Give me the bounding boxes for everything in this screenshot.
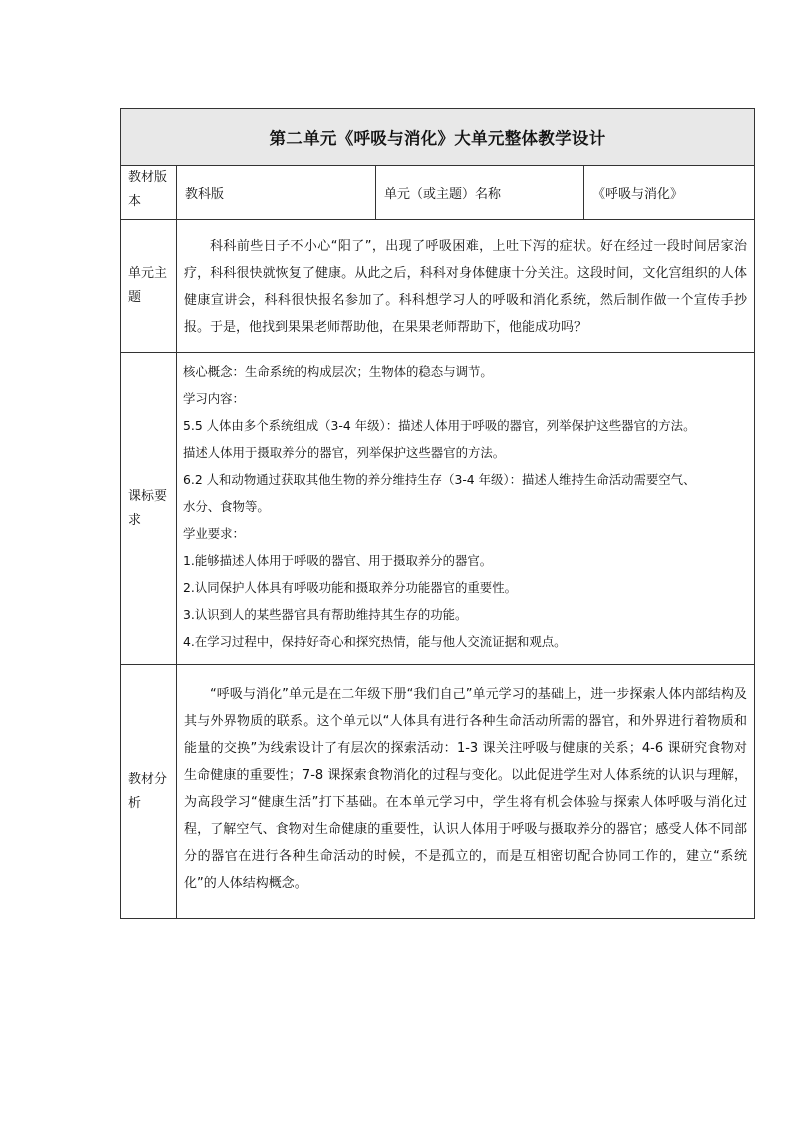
analysis-row xyxy=(121,665,755,919)
curriculum-requirements xyxy=(177,353,755,665)
curriculum-line: 核心概念：生命系统的构成层次；生物体的稳态与调节。 xyxy=(183,364,493,379)
edition-label: 教材版本 xyxy=(121,166,177,220)
curriculum-line: 4.在学习过程中，保持好奇心和探究热情，能与他人交流证据和观点。 xyxy=(183,634,567,649)
lesson-design-table xyxy=(120,108,755,919)
curriculum-line: 1.能够描述人体用于呼吸的器官、用于摄取养分的器官。 xyxy=(183,553,493,568)
unit-name-label: 单元（或主题）名称 xyxy=(376,166,584,220)
curriculum-line: 水分、食物等。 xyxy=(183,499,270,514)
theme-row xyxy=(121,220,755,353)
curriculum-line: 6.2 人和动物通过获取其他生物的养分维持生存（3-4 年级）：描述人维持生命活动需要空气、 xyxy=(183,472,696,487)
document-title: 第二单元《呼吸与消化》大单元整体教学设计 xyxy=(121,109,755,166)
theme-label: 单元主题 xyxy=(121,220,177,353)
curriculum-line: 学习内容： xyxy=(183,391,245,406)
unit-name-value: 《呼吸与消化》 xyxy=(584,166,755,220)
analysis-text: “呼吸与消化”单元是在二年级下册“我们自己”单元学习的基础上，进一步探索人体内部结构及其与外界物质的联系。这个单元以“人体具有进行各种生命活动所需的器官，和外界进行着物质和能量的交换”为线索设计了有层次的探索活动：1-3 课关注呼吸与健康的关系；4-6 课研究食物对生命健康的重要性；7-8 课探索食物消化的过程与变化。以此促进学生对人体系统的认识与理解，为高段学习“健康生活”打下基础。在本单元学习中，学生将有机会体验与探索人体呼吸与消化过程，了解空气、食物对生命健康的重要性，认识人体用于呼吸与摄取养分的器官；感受人体不同部分的器官在进行各种生命活动的时候，不是孤立的，而是互相密切配合协同工作的，建立“系统化”的人体结构概念。 xyxy=(177,665,755,919)
analysis-label: 教材分析 xyxy=(121,665,177,919)
curriculum-line: 2.认同保护人体具有呼吸功能和摄取养分功能器官的重要性。 xyxy=(183,580,517,595)
edition-value: 教科版 xyxy=(177,166,376,220)
curriculum-line: 3.认识到人的某些器官具有帮助维持其生存的功能。 xyxy=(183,607,468,622)
curriculum-line: 学业要求： xyxy=(183,526,245,541)
edition-row xyxy=(121,166,755,220)
curriculum-label: 课标要求 xyxy=(121,353,177,665)
title-row xyxy=(121,109,755,166)
theme-text: 科科前些日子不小心“阳了”，出现了呼吸困难，上吐下泻的症状。好在经过一段时间居家治疗，科科很快就恢复了健康。从此之后，科科对身体健康十分关注。这段时间，文化宫组织的人体健康宣讲会，科科很快报名参加了。科科想学习人的呼吸和消化系统，然后制作做一个宣传手抄报。于是，他找到果果老师帮助他，在果果老师帮助下，他能成功吗？ xyxy=(177,220,755,353)
curriculum-row xyxy=(121,353,755,665)
curriculum-line: 5.5 人体由多个系统组成（3-4 年级）：描述人体用于呼吸的器官，列举保护这些器官的方法。 xyxy=(183,418,696,433)
curriculum-line: 描述人体用于摄取养分的器官，列举保护这些器官的方法。 xyxy=(183,445,506,460)
